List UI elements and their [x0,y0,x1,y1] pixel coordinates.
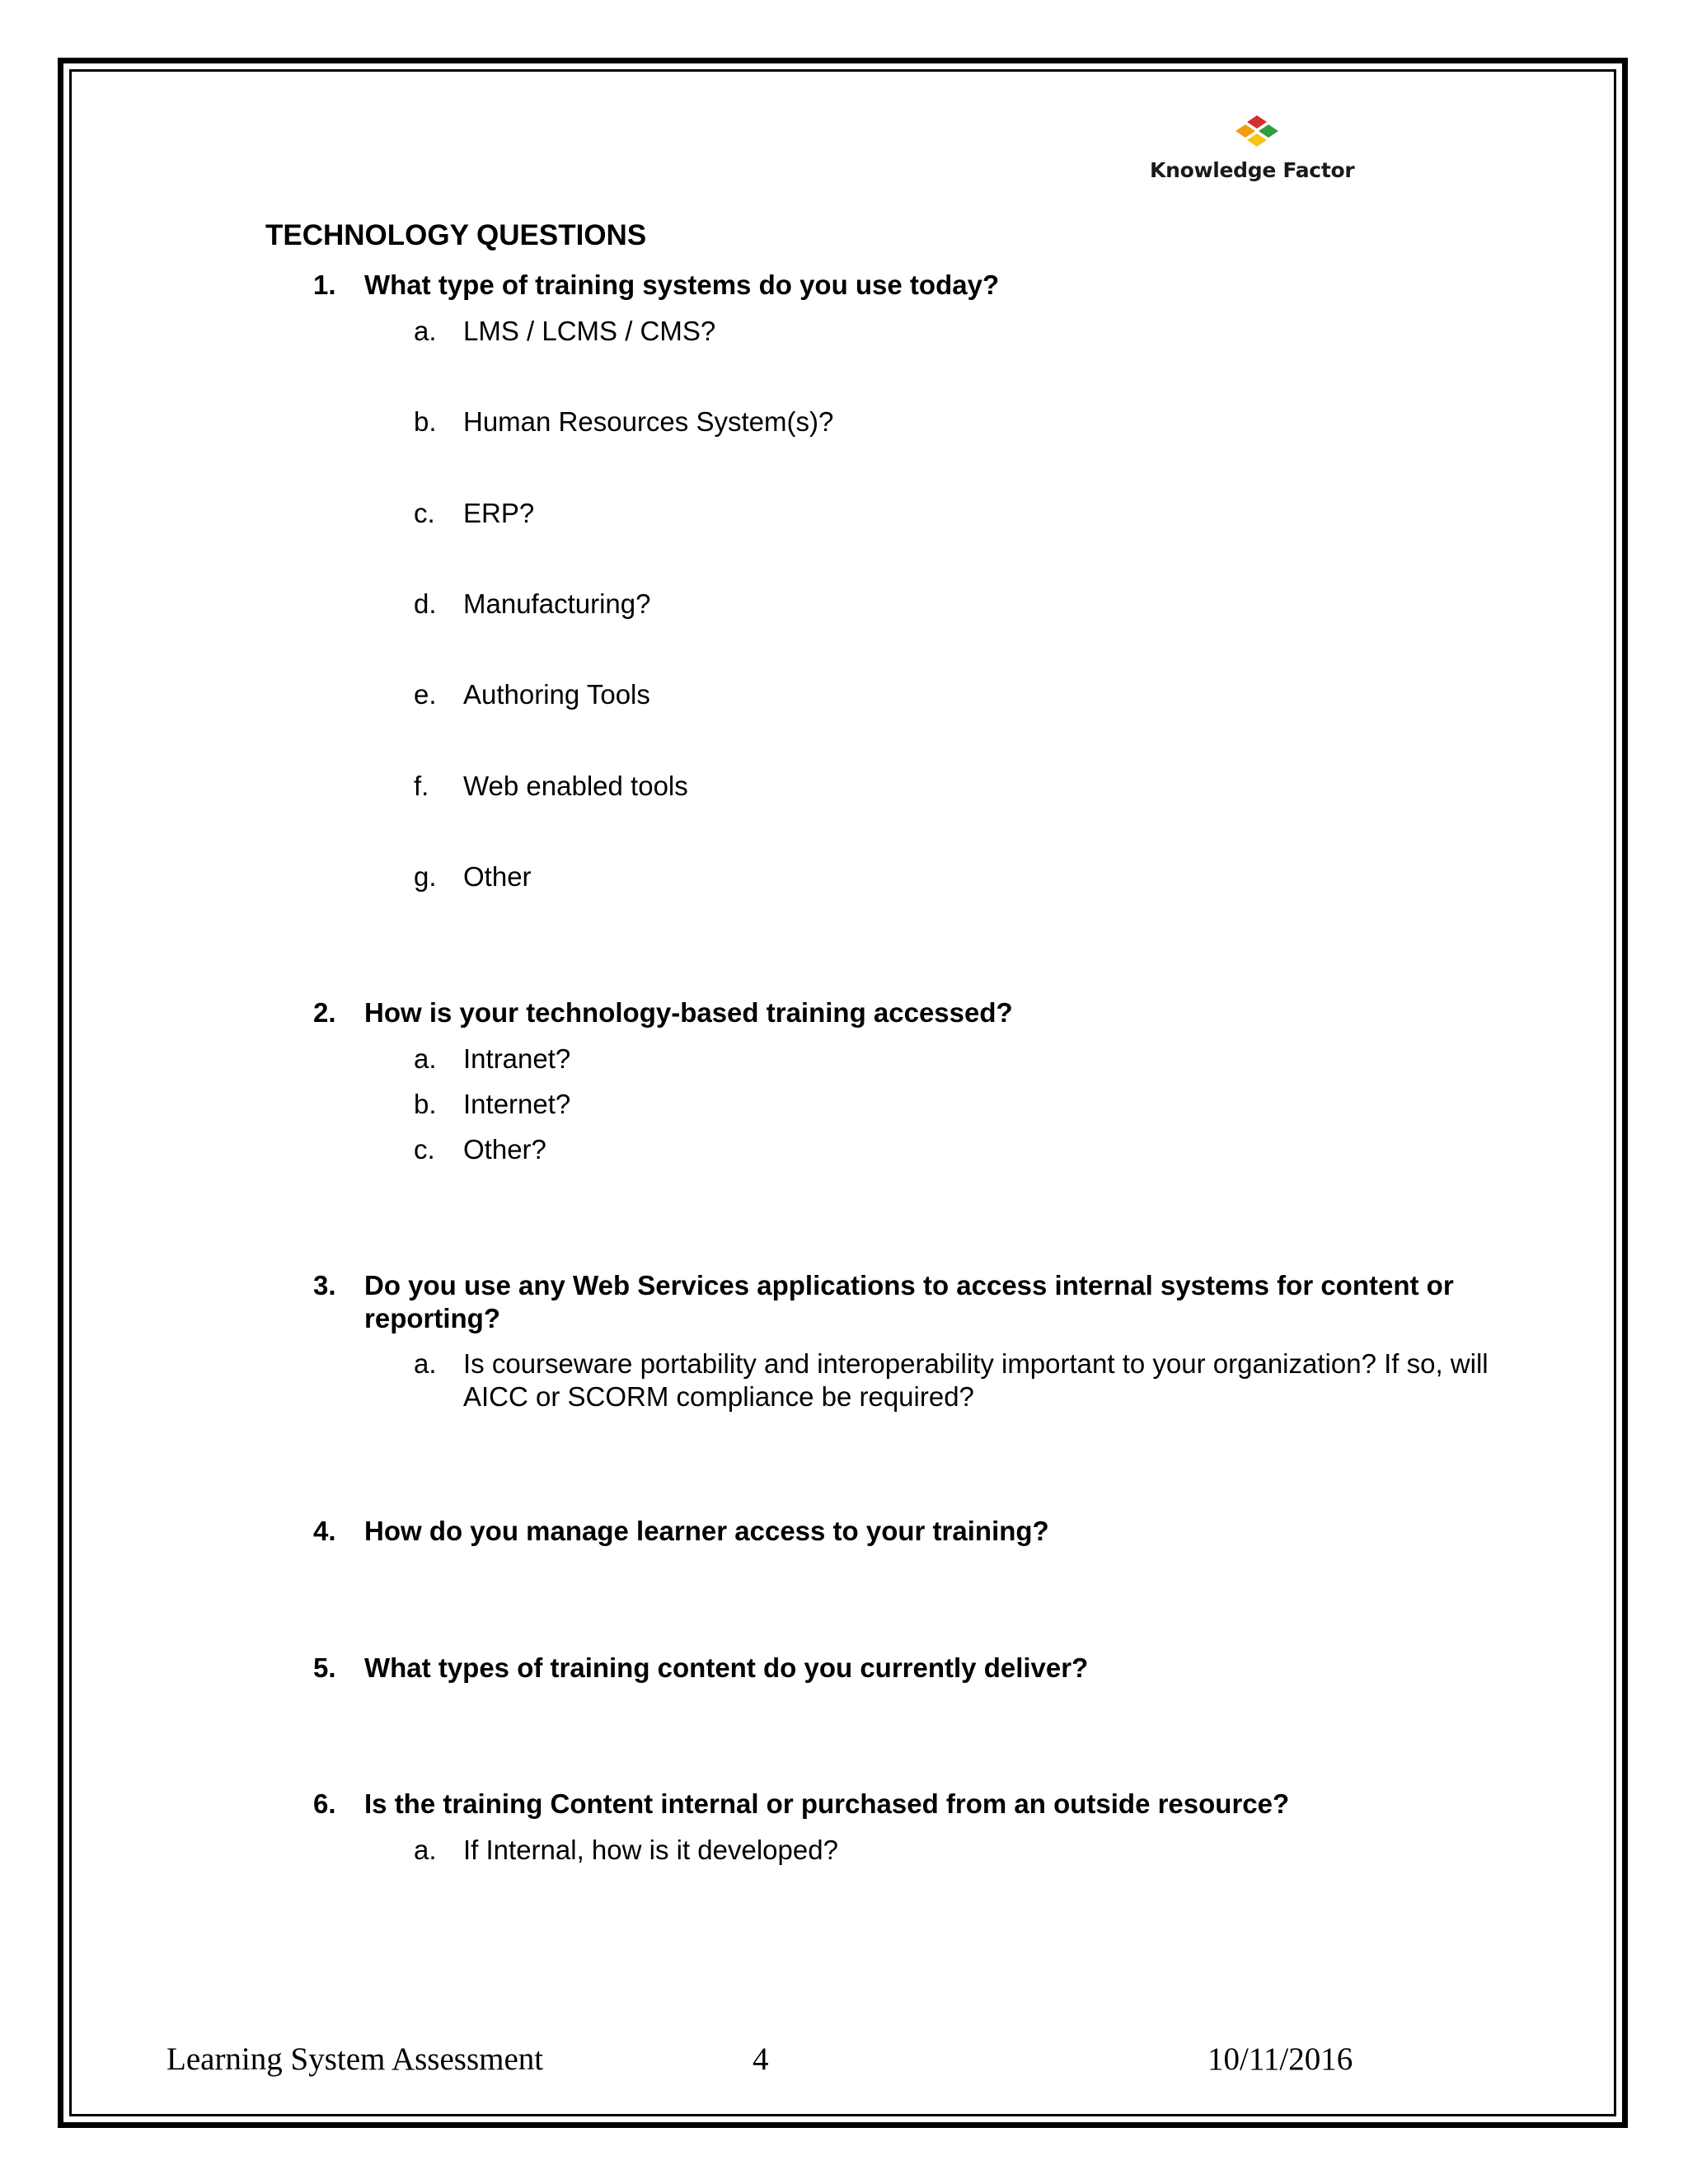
item-letter: a. [414,1043,437,1074]
footer-title: Learning System Assessment [166,2041,544,2077]
item-text: Human Resources System(s)? [463,406,834,437]
item-text: LMS / LCMS / CMS? [463,316,716,346]
footer-page-number: 4 [753,2041,769,2077]
question-text: Is the training Content internal or purchased from an outside resource? [364,1788,1290,1819]
item-text: If Internal, how is it developed? [463,1835,838,1865]
item-text: Authoring Tools [463,679,650,710]
item-letter: a. [414,316,437,346]
item-text: Manufacturing? [463,588,651,619]
footer-date: 10/11/2016 [1207,2041,1353,2077]
item-letter: b. [414,1089,437,1119]
item-letter: e. [414,679,437,710]
item-text-line: AICC or SCORM compliance be required? [463,1381,974,1412]
question-number: 2. [313,997,336,1028]
item-letter: b. [414,406,437,437]
item-text [463,1347,1535,1413]
diamond-logo-icon [1232,115,1282,158]
question-text-line: reporting? [364,1303,500,1333]
question-number: 5. [313,1652,336,1683]
logo-wordmark: Knowledge Factor [1150,158,1355,182]
item-text: ERP? [463,498,535,528]
item-text: Web enabled tools [463,771,688,801]
item-text: Internet? [463,1089,571,1119]
question-text-line: Do you use any Web Services applications to access internal systems for content or [364,1270,1454,1301]
item-letter: a. [414,1835,437,1865]
item-letter: a. [414,1348,437,1379]
question-text: How do you manage learner access to your training? [364,1516,1049,1546]
item-text-line: Is courseware portability and interoperability important to your organization? If so, will [463,1348,1489,1379]
item-text: Intranet? [463,1043,571,1074]
question-text: What type of training systems do you use today? [364,269,1000,300]
question-number: 6. [313,1788,336,1819]
question-number: 3. [313,1270,336,1301]
item-letter: c. [414,498,435,528]
knowledge-factor-logo [1150,115,1355,190]
question-number: 1. [313,269,336,300]
question-text: How is your technology-based training accessed? [364,997,1013,1028]
item-letter: c. [414,1134,435,1165]
item-letter: d. [414,588,437,619]
item-text: Other? [463,1134,546,1165]
item-letter: f. [414,771,429,801]
question-text: What types of training content do you currently deliver? [364,1652,1089,1683]
item-text: Other [463,861,532,892]
question-text [364,1269,1518,1335]
item-letter: g. [414,861,437,892]
section-title: TECHNOLOGY QUESTIONS [265,219,647,251]
question-number: 4. [313,1516,336,1546]
